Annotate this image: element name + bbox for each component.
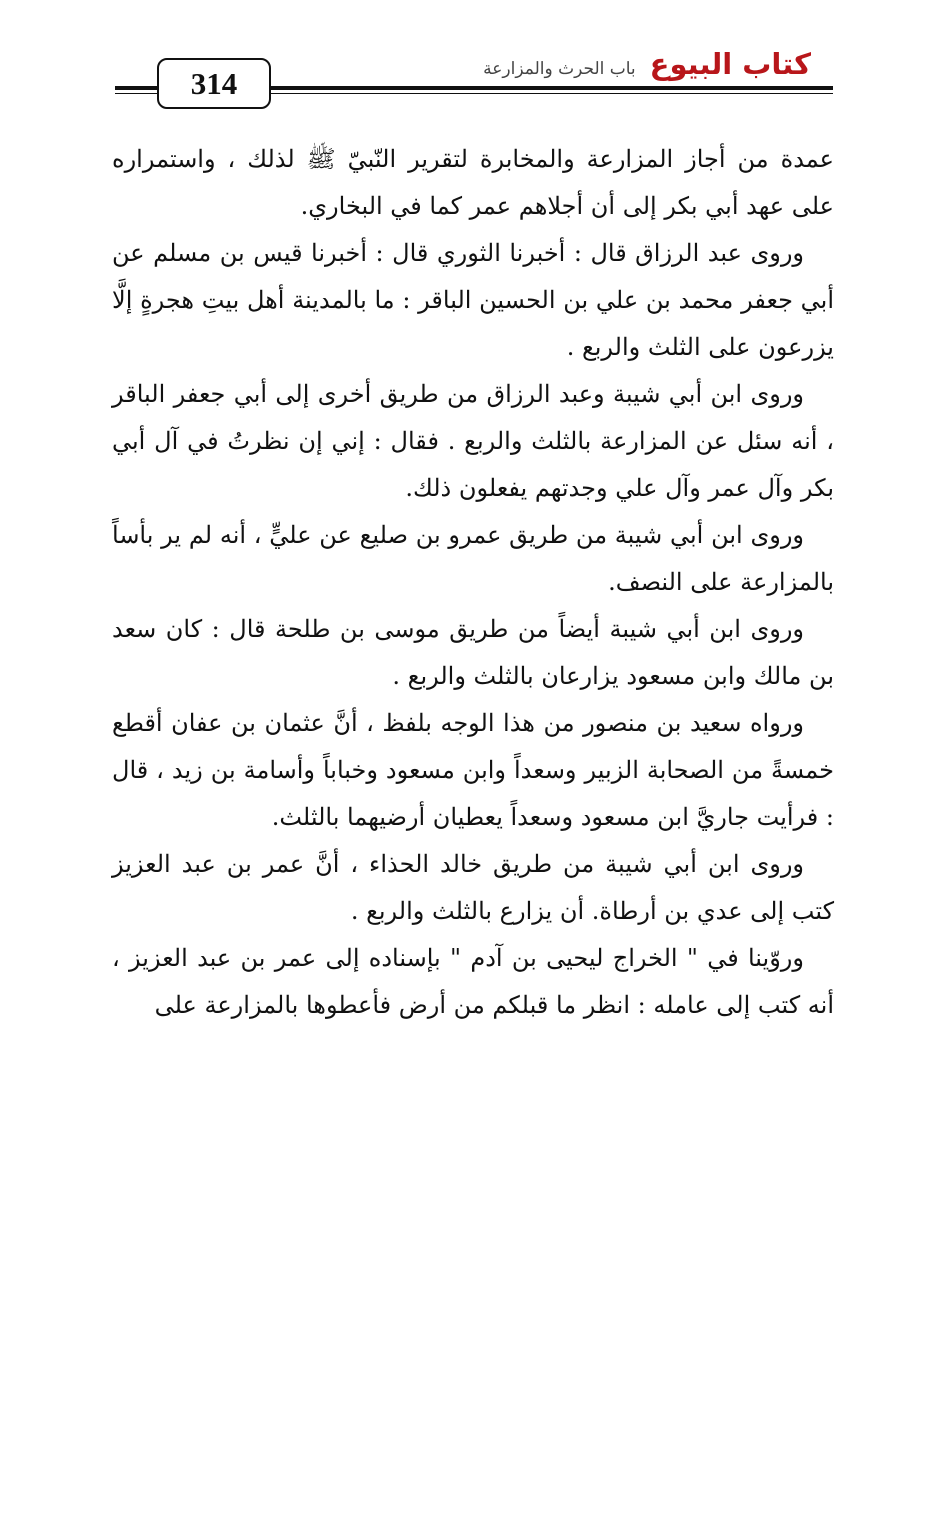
paragraph: ورواه سعيد بن منصور من هذا الوجه بلفظ ، أنَّ عثمان بن عفان أقطع خمسةً من الصحابة الزبير وسعداً وابن مسعود وخباباً وأسامة بن زيد ، قال : فرأيت جاريَّ ابن مسعود وسعداً يعطيان أرضيهما بالثلث. [112, 709, 834, 831]
paragraph: وروى ابن أبي شيبة من طريق عمرو بن صليع عن عليٍّ ، أنه لم ير بأساً بالمزارعة على النصف. [112, 521, 834, 596]
chapter-title: باب الحرث والمزارعة [483, 59, 636, 79]
running-header [483, 47, 811, 81]
paragraph: عمدة من أجاز المزارعة والمخابرة لتقرير النّبيّ ﷺ لذلك ، واستمراره على عهد أبي بكر إلى أن أجلاهم عمر كما في البخاري. [112, 145, 834, 220]
paragraph: وروى ابن أبي شيبة من طريق خالد الحذاء ، أنَّ عمر بن عبد العزيز كتب إلى عدي بن أرطاة. أن يزارع بالثلث والربع . [112, 850, 834, 925]
paragraph: وروى عبد الرزاق قال : أخبرنا الثوري قال : أخبرنا قيس بن مسلم عن أبي جعفر محمد بن علي بن الحسين الباقر : ما بالمدينة أهل بيتِ هجرةٍ إلَّا يزرعون على الثلث والربع . [112, 239, 834, 361]
paragraph: وروى ابن أبي شيبة وعبد الرزاق من طريق أخرى إلى أبي جعفر الباقر ، أنه سئل عن المزارعة بالثلث والربع . فقال : إني إن نظرتُ في آل أبي بكر وآل عمر وآل علي وجدتهم يفعلون ذلك. [112, 380, 834, 502]
paragraph: وروّينا في " الخراج ليحيى بن آدم " بإسناده إلى عمر بن عبد العزيز ، أنه كتب إلى عامله : انظر ما قبلكم من أرض فأعطوها بالمزارعة على [112, 944, 834, 1019]
paragraph: وروى ابن أبي شيبة أيضاً من طريق موسى بن طلحة قال : كان سعد بن مالك وابن مسعود يزارعان بالثلث والربع . [112, 615, 834, 690]
book-title: كتاب البيوع [649, 47, 811, 81]
page-header [115, 45, 833, 115]
page-body [112, 136, 834, 1029]
page-number: 314 [157, 58, 271, 109]
